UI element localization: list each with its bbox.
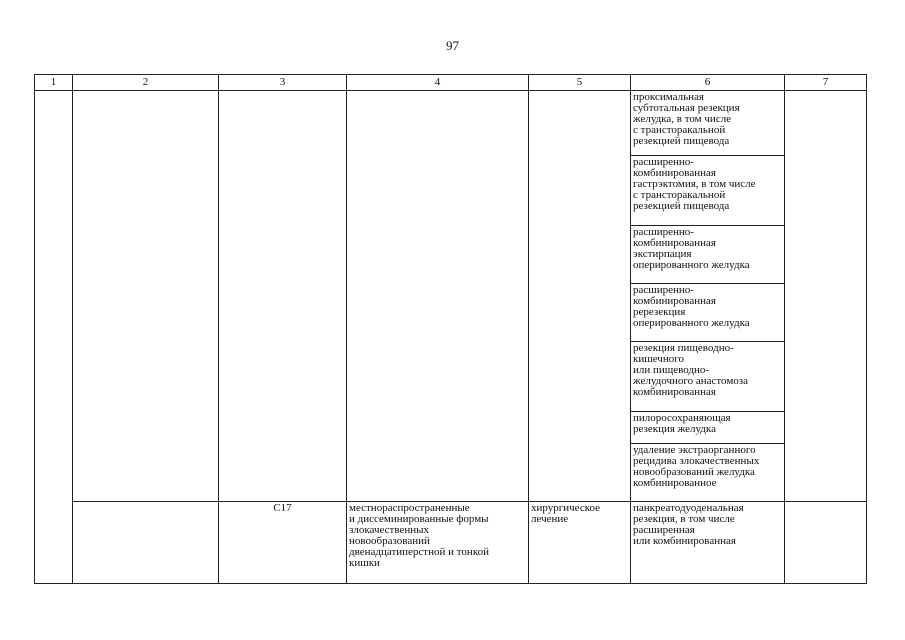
page-number: 97 xyxy=(446,38,459,53)
procedures-table xyxy=(34,74,867,584)
code-cell: C17 xyxy=(219,502,347,584)
cell-empty-col1 xyxy=(35,91,73,584)
cell-empty-col2 xyxy=(73,91,219,502)
header-cell-7: 7 xyxy=(785,75,867,91)
header-cell-1: 1 xyxy=(35,75,73,91)
method-cell: панкреатодуоденальная резекция, в том числе расширенная или комбинированная xyxy=(631,502,785,584)
cell-empty-col5 xyxy=(529,91,631,502)
header-cell-4: 4 xyxy=(347,75,529,91)
cell-empty-col7 xyxy=(785,91,867,502)
cell-empty-col2 xyxy=(73,502,219,584)
method-cell: пилоросохраняющая резекция желудка xyxy=(631,412,785,444)
header-cell-5: 5 xyxy=(529,75,631,91)
header-cell-3: 3 xyxy=(219,75,347,91)
method-cell: проксимальная субтотальная резекция желудка, в том числе с трансторакальной резекцией пищевода xyxy=(631,91,785,156)
method-cell: расширенно- комбинированная ререзекция оперированного желудка xyxy=(631,284,785,342)
cell-empty-col3 xyxy=(219,91,347,502)
header-cell-6: 6 xyxy=(631,75,785,91)
method-cell: резекция пищеводно- кишечного или пищеводно- желудочного анастомоза комбинированная xyxy=(631,342,785,412)
header-row xyxy=(35,75,867,91)
cell-empty-col4 xyxy=(347,91,529,502)
treatment-cell: хирургическое лечение xyxy=(529,502,631,584)
method-cell: расширенно- комбинированная экстирпация оперированного желудка xyxy=(631,226,785,284)
table-row-c17 xyxy=(35,502,867,584)
cell-empty-col7 xyxy=(785,502,867,584)
table-row xyxy=(35,91,867,156)
model-cell: местнораспространенные и диссеминированные формы злокачественных новообразований двенадцатиперстной и тонкой кишки xyxy=(347,502,529,584)
method-cell: удаление экстраорганного рецидива злокачественных новообразований желудка комбинированное xyxy=(631,444,785,502)
header-cell-2: 2 xyxy=(73,75,219,91)
method-cell: расширенно- комбинированная гастрэктомия, в том числе с трансторакальной резекцией пищевода xyxy=(631,156,785,226)
